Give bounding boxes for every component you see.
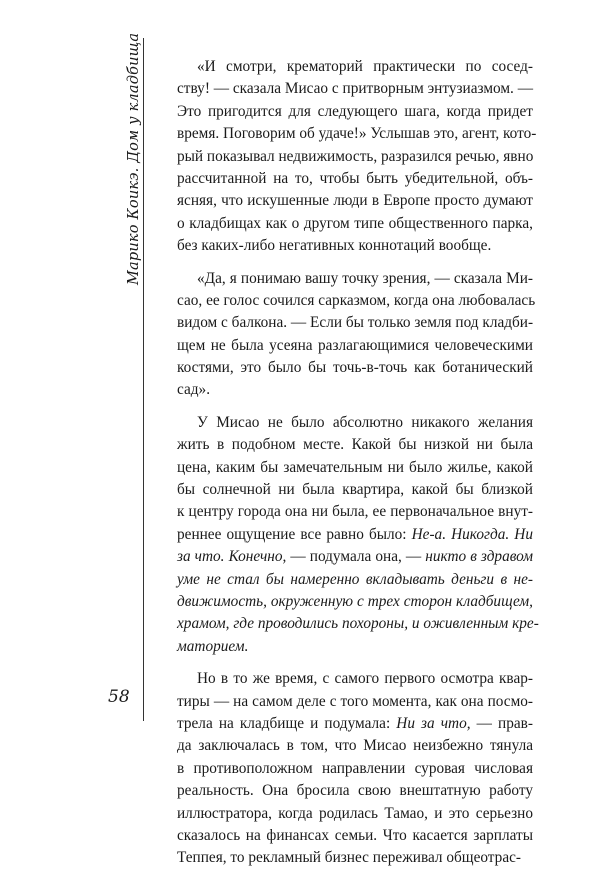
italic-text: уме не стал бы намеренно вкладывать деньги в не-: [177, 570, 533, 588]
text-span: рассчитанной на то, чтобы быть убедительной, объ-: [177, 169, 533, 187]
text-span: ясняя, что искушенные люди в Европе просто думают: [177, 192, 533, 210]
text-line: [177, 146, 533, 168]
italic-text: маторием.: [177, 637, 249, 655]
text-span: У Мисао не было абсолютно никакого желания: [197, 413, 533, 431]
paragraph: [177, 56, 537, 258]
body-text: [177, 56, 539, 880]
text-line: [177, 412, 533, 434]
text-line: [177, 691, 533, 713]
text-span: Теппея, то рекламный бизнес переживал общеотрас-: [177, 849, 521, 867]
text-line: [177, 123, 537, 145]
text-line: [177, 434, 533, 456]
paragraph: [177, 668, 533, 870]
text-line: [177, 268, 533, 290]
text-span: реальность. Она бросила свою внештатную работу: [177, 782, 533, 800]
text-span: реннее ощущение все равно было:: [177, 525, 412, 543]
italic-text: никто в здравом: [425, 548, 533, 566]
text-line: [177, 379, 533, 401]
text-line: [177, 713, 533, 735]
text-span: «Да, я понимаю вашу точку зрения, — сказала Ми-: [197, 269, 533, 287]
text-span: сказалось на финансах семьи. Что касается зарплаты: [177, 826, 533, 844]
text-line: [177, 613, 539, 635]
text-span: без каких-либо негативных коннотаций вообще.: [177, 237, 492, 255]
page-number: 58: [108, 687, 130, 707]
text-line: [177, 803, 533, 825]
paragraph: [177, 268, 536, 402]
text-line: [177, 357, 533, 379]
text-line: [177, 569, 533, 591]
text-span: «И смотри, крематорий практически по сосед-: [197, 58, 533, 75]
text-span: видом с балкона. — Если бы только земля под кладби-: [177, 314, 534, 332]
text-line: [177, 546, 533, 568]
text-line: [177, 78, 533, 100]
text-line: [177, 847, 533, 869]
text-line: [177, 735, 533, 757]
text-line: [177, 56, 533, 78]
text-span: рый показывал недвижимость, разразился речью, явно: [177, 147, 534, 165]
text-span: иллюстратора, когда родилась Тамао, и это серьезно: [177, 804, 533, 822]
text-span: время. Поговорим об удаче!» Услышав это, агент, кото-: [177, 125, 537, 143]
text-span: в противоположном направлении суровая числовая: [177, 759, 533, 777]
text-span: тиры — на самом деле с того момента, как она посмо-: [177, 692, 533, 710]
text-span: Это пригодится для следующего шага, когда придет: [177, 102, 533, 120]
text-line: [177, 235, 533, 257]
text-span: сао, ее голос сочился сарказмом, когда она любовалась: [177, 291, 536, 309]
text-line: [177, 312, 533, 334]
text-span: ству! — сказала Мисао с притворным энтузиазмом. —: [177, 80, 533, 98]
text-span: о кладбищах как о другом типе общественного парка,: [177, 214, 533, 232]
text-line: [177, 101, 533, 123]
text-span: цена, каким бы замечательным ни было жилье, какой: [177, 458, 533, 476]
italic-text: Не-а. Никогда. Ни: [411, 525, 533, 543]
text-span: да заключалась в том, что Мисао неизбежно тянула: [177, 737, 533, 755]
text-line: [177, 290, 536, 312]
text-line: [177, 190, 533, 212]
text-line: [177, 479, 533, 501]
text-line: [177, 591, 533, 613]
text-span: бы солнечной ни была квартира, какой бы близкой: [177, 481, 533, 499]
text-span: жить в подобном месте. Какой бы низкой ни была: [177, 436, 533, 454]
paragraph: [177, 412, 539, 658]
vertical-rule: [143, 38, 144, 721]
text-span: Но в то же время, с самого первого осмотра квар-: [197, 670, 533, 688]
text-line: [177, 168, 533, 190]
text-span: костями, это было бы точь-в-точь как ботанический: [177, 359, 533, 377]
running-header: Марико Коикэ. Дом у кладбища: [126, 32, 142, 285]
text-span: сад».: [177, 381, 211, 399]
text-line: [177, 825, 533, 847]
text-span: щем не была усеяна разлагающимися человеческими: [177, 336, 533, 354]
text-span: к центру города она ни была, ее первоначальное внут-: [177, 503, 533, 521]
text-line: [177, 335, 533, 357]
italic-text: движимость, окруженную с трех сторон кладбищем,: [177, 592, 533, 610]
text-span: — прав-: [470, 714, 533, 732]
text-span: трела на кладбище и подумала:: [177, 714, 397, 732]
text-line: [177, 758, 533, 780]
text-line: [177, 501, 533, 523]
text-line: [177, 457, 533, 479]
text-line: [177, 524, 533, 546]
text-line: [177, 213, 533, 235]
text-span: — подумала она, —: [286, 548, 426, 566]
italic-text: Ни за что,: [396, 714, 471, 732]
text-line: [177, 780, 533, 802]
italic-text: храмом, где проводились похороны, и оживленным кре-: [177, 615, 539, 633]
text-line: [177, 636, 533, 658]
text-line: [177, 668, 533, 690]
italic-text: за что. Конечно,: [177, 548, 287, 566]
